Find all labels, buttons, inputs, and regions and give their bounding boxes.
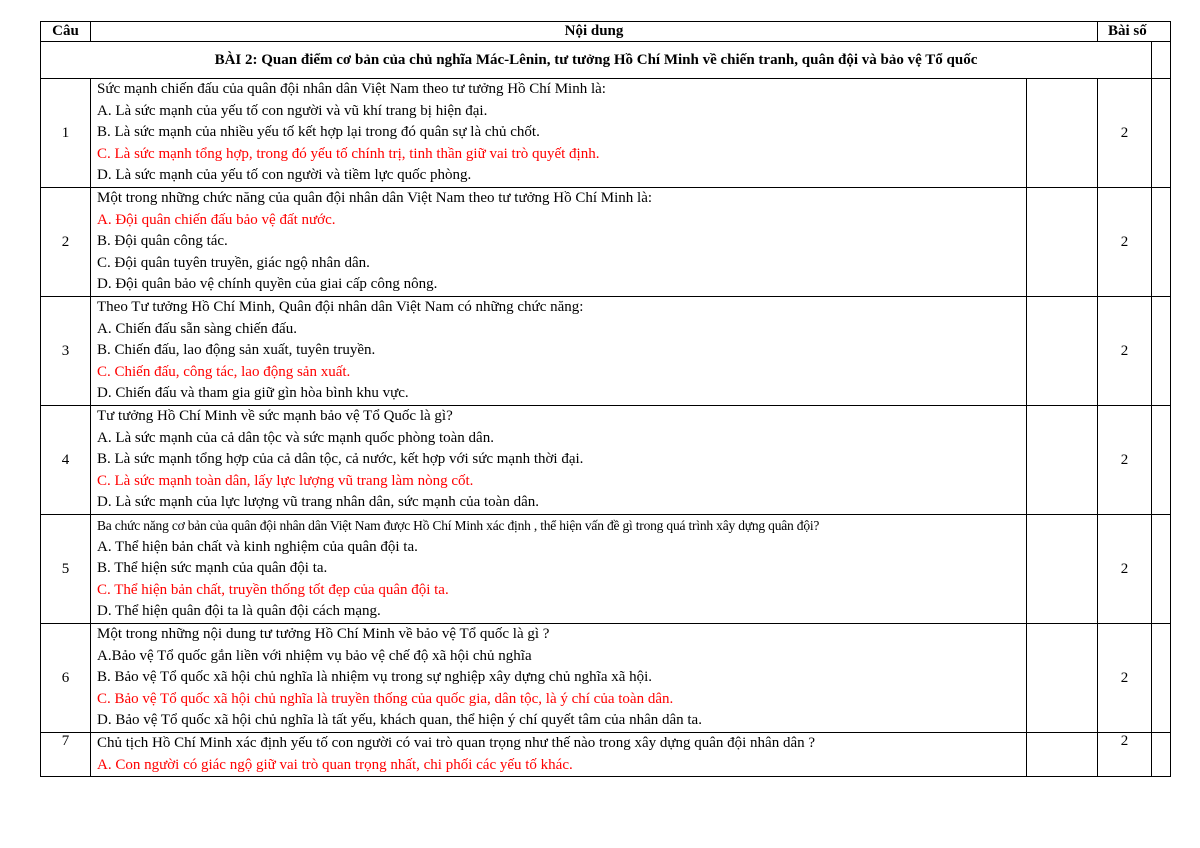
- correct-answer-option: C. Thể hiện bản chất, truyền thống tốt đẹp của quân đội ta.: [97, 581, 449, 598]
- blank-cell: [1027, 733, 1098, 777]
- question-number: 4: [41, 406, 91, 515]
- blank-cell: [1027, 406, 1098, 515]
- answer-option: B. Đội quân công tác.: [97, 233, 228, 250]
- answer-option: D. Là sức mạnh của lực lượng vũ trang nhân dân, sức mạnh của toàn dân.: [97, 494, 539, 511]
- question-row: [41, 733, 1171, 777]
- lesson-number: 2: [1098, 188, 1152, 297]
- question-content: [91, 188, 1027, 297]
- question-text: Một trong những chức năng của quân đội nhân dân Việt Nam theo tư tưởng Hồ Chí Minh là:: [97, 190, 653, 206]
- correct-answer-option: C. Là sức mạnh tổng hợp, trong đó yếu tố chính trị, tinh thần giữ vai trò quyết định.: [97, 145, 600, 162]
- question-content: [91, 515, 1027, 624]
- question-text: Chủ tịch Hồ Chí Minh xác định yếu tố con người có vai trò quan trọng như thế nào trong xây dựng quân đội nhân dân ?: [97, 735, 816, 751]
- question-content: [91, 406, 1027, 515]
- correct-answer-option: C. Bảo vệ Tổ quốc xã hội chủ nghĩa là truyền thống của quốc gia, dân tộc, là ý chí của toàn dân.: [97, 690, 674, 707]
- blank-cell: [1027, 297, 1098, 406]
- question-content: [91, 297, 1027, 406]
- lesson-number: 2: [1098, 297, 1152, 406]
- correct-answer-option: A. Con người có giác ngộ giữ vai trò quan trọng nhất, chi phối các yếu tố khác.: [97, 756, 573, 773]
- lesson-number: 2: [1098, 79, 1152, 188]
- question-table: [40, 21, 1171, 777]
- lesson-number: 2: [1098, 733, 1152, 777]
- question-content: [91, 79, 1027, 188]
- question-number: 3: [41, 297, 91, 406]
- question-number: 1: [41, 79, 91, 188]
- section-title: BÀI 2: Quan điểm cơ bản của chủ nghĩa Mác-Lênin, tư tưởng Hồ Chí Minh về chiến tranh, quân đội và bảo vệ Tổ quốc: [41, 42, 1152, 79]
- answer-option: A. Chiến đấu sẵn sàng chiến đấu.: [97, 320, 297, 337]
- answer-option: A. Thể hiện bản chất và kinh nghiệm của quân đội ta.: [97, 538, 418, 555]
- question-row: [41, 79, 1171, 188]
- blank-cell: [1027, 515, 1098, 624]
- section-tail-cell: [1152, 42, 1171, 79]
- answer-option: B. Thể hiện sức mạnh của quân đội ta.: [97, 560, 328, 577]
- correct-answer-option: C. Chiến đấu, công tác, lao động sản xuất.: [97, 363, 351, 380]
- answer-option: D. Là sức mạnh của yếu tố con người và tiềm lực quốc phòng.: [97, 167, 472, 184]
- question-row: [41, 406, 1171, 515]
- lesson-number: 2: [1098, 515, 1152, 624]
- question-text: Sức mạnh chiến đấu của quân đội nhân dân Việt Nam theo tư tưởng Hồ Chí Minh là:: [97, 81, 606, 97]
- question-number: 2: [41, 188, 91, 297]
- section-row: [41, 42, 1171, 79]
- correct-answer-option: C. Là sức mạnh toàn dân, lấy lực lượng vũ trang làm nòng cốt.: [97, 472, 474, 489]
- header-number: Câu: [41, 22, 91, 42]
- lesson-number: 2: [1098, 624, 1152, 733]
- question-row: [41, 297, 1171, 406]
- question-row: [41, 188, 1171, 297]
- answer-option: A.Bảo vệ Tổ quốc gắn liền với nhiệm vụ bảo vệ chế độ xã hội chủ nghĩa: [97, 647, 532, 664]
- lesson-number: 2: [1098, 406, 1152, 515]
- question-content: [91, 733, 1027, 777]
- question-number: 7: [41, 733, 91, 777]
- answer-option: C. Đội quân tuyên truyền, giác ngộ nhân dân.: [97, 254, 370, 271]
- answer-option: B. Chiến đấu, lao động sản xuất, tuyên truyền.: [97, 342, 376, 359]
- tail-cell: [1152, 624, 1171, 733]
- answer-option: D. Đội quân bảo vệ chính quyền của giai cấp công nông.: [97, 276, 438, 293]
- question-row: [41, 624, 1171, 733]
- answer-option: B. Là sức mạnh của nhiều yếu tố kết hợp lại trong đó quân sự là chủ chốt.: [97, 124, 540, 141]
- tail-cell: [1152, 297, 1171, 406]
- blank-cell: [1027, 188, 1098, 297]
- question-content: [91, 624, 1027, 733]
- answer-option: D. Bảo vệ Tổ quốc xã hội chủ nghĩa là tất yếu, khách quan, thể hiện ý chí quyết tâm của nhân dân ta.: [97, 712, 702, 729]
- question-text: Ba chức năng cơ bản của quân đội nhân dân Việt Nam được Hồ Chí Minh xác định , thể hiện vấn đề gì trong quá trình xây dựng quân đội?: [97, 518, 820, 533]
- blank-cell: [1027, 624, 1098, 733]
- question-sheet: [40, 21, 1170, 777]
- question-number: 6: [41, 624, 91, 733]
- question-text: Tư tưởng Hồ Chí Minh về sức mạnh bảo vệ Tổ Quốc là gì?: [97, 408, 453, 424]
- answer-option: A. Là sức mạnh của cả dân tộc và sức mạnh quốc phòng toàn dân.: [97, 429, 494, 446]
- tail-cell: [1152, 188, 1171, 297]
- header-lesson: Bài số: [1098, 22, 1171, 42]
- header-row: [41, 22, 1171, 42]
- question-row: [41, 515, 1171, 624]
- correct-answer-option: A. Đội quân chiến đấu bảo vệ đất nước.: [97, 211, 336, 228]
- tail-cell: [1152, 515, 1171, 624]
- header-content: Nội dung: [91, 22, 1098, 42]
- question-number: 5: [41, 515, 91, 624]
- answer-option: D. Thể hiện quân đội ta là quân đội cách mạng.: [97, 603, 381, 620]
- answer-option: B. Bảo vệ Tổ quốc xã hội chủ nghĩa là nhiệm vụ trong sự nghiệp xây dựng chủ nghĩa xã hội.: [97, 669, 653, 686]
- answer-option: D. Chiến đấu và tham gia giữ gìn hòa bình khu vực.: [97, 385, 409, 402]
- question-text: Một trong những nội dung tư tưởng Hồ Chí Minh về bảo vệ Tổ quốc là gì ?: [97, 626, 550, 642]
- tail-cell: [1152, 79, 1171, 188]
- blank-cell: [1027, 79, 1098, 188]
- question-text: Theo Tư tưởng Hồ Chí Minh, Quân đội nhân dân Việt Nam có những chức năng:: [97, 299, 584, 315]
- tail-cell: [1152, 406, 1171, 515]
- tail-cell: [1152, 733, 1171, 777]
- answer-option: A. Là sức mạnh của yếu tố con người và vũ khí trang bị hiện đại.: [97, 102, 488, 119]
- answer-option: B. Là sức mạnh tổng hợp của cả dân tộc, cả nước, kết hợp với sức mạnh thời đại.: [97, 451, 584, 468]
